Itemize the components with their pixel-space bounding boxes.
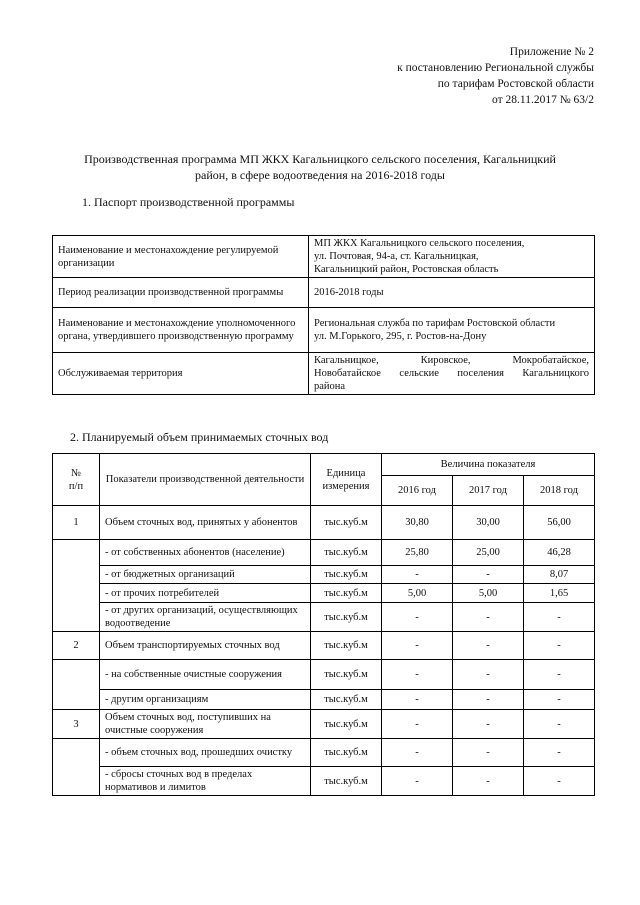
passport-table: [52, 235, 595, 395]
row-number: [53, 540, 100, 632]
section-heading-passport: 1. Паспорт производственной программы: [82, 195, 295, 209]
indicator-cell: Объем сточных вод, принятых у абонентов: [100, 506, 311, 540]
annex-line: по тарифам Ростовской области: [437, 78, 594, 90]
value-2016: 5,00: [382, 584, 453, 603]
value-2016: -: [382, 739, 453, 767]
indicator-cell: - сбросы сточных вод в пределах нормативов и лимитов: [100, 767, 311, 796]
col-header-indicator: Показатели производственной деятельности: [100, 454, 311, 506]
table-row: [53, 584, 595, 603]
value-2016: -: [382, 690, 453, 710]
value-2018: -: [524, 632, 595, 660]
value-line: Кагальницкое, Кировское, Мокробатайское,: [314, 355, 589, 366]
value-2018: -: [524, 690, 595, 710]
passport-key: Наименование и местонахождение уполномоченного органа, утвердившего производственную программу: [53, 308, 309, 353]
value-2016: 25,80: [382, 540, 453, 566]
passport-value: [309, 353, 595, 395]
volume-table: [52, 453, 595, 796]
passport-value: 2016-2018 годы: [309, 278, 595, 308]
unit-cell: тыс.куб.м: [311, 506, 382, 540]
value-2018: 56,00: [524, 506, 595, 540]
table-row: [53, 308, 595, 353]
value-2016: 30,80: [382, 506, 453, 540]
row-number: [53, 739, 100, 796]
row-number: 1: [53, 506, 100, 540]
value-2016: -: [382, 566, 453, 584]
value-2018: -: [524, 767, 595, 796]
document-title: [40, 151, 600, 183]
unit-cell: тыс.куб.м: [311, 540, 382, 566]
value-2016: -: [382, 603, 453, 632]
passport-value: [309, 308, 595, 353]
value-2017: 5,00: [453, 584, 524, 603]
value-2017: -: [453, 767, 524, 796]
value-line: МП ЖКХ Кагальницкого сельского поселения,: [314, 238, 525, 249]
indicator-cell: - на собственные очистные сооружения: [100, 660, 311, 690]
table-row: [53, 767, 595, 796]
value-line: Кагальницкий район, Ростовская область: [314, 264, 499, 275]
table-row: [53, 739, 595, 767]
table-row: [53, 353, 595, 395]
indicator-cell: - объем сточных вод, прошедших очистку: [100, 739, 311, 767]
table-row: [53, 278, 595, 308]
value-2016: -: [382, 767, 453, 796]
value-2018: -: [524, 710, 595, 739]
annex-line: от 28.11.2017 № 63/2: [492, 94, 594, 106]
value-2017: -: [453, 710, 524, 739]
value-2018: 8,07: [524, 566, 595, 584]
unit-cell: тыс.куб.м: [311, 632, 382, 660]
table-row: [53, 660, 595, 690]
table-row: [53, 603, 595, 632]
value-line: района: [314, 381, 346, 392]
row-number: 2: [53, 632, 100, 660]
value-2017: -: [453, 690, 524, 710]
passport-key: Обслуживаемая территория: [53, 353, 309, 395]
unit-cell: тыс.куб.м: [311, 710, 382, 739]
col-header-unit: Единица измерения: [311, 454, 382, 506]
indicator-cell: - от других организаций, осуществляющих водоотведение: [100, 603, 311, 632]
unit-cell: тыс.куб.м: [311, 566, 382, 584]
value-2018: -: [524, 603, 595, 632]
unit-cell: тыс.куб.м: [311, 584, 382, 603]
value-2018: -: [524, 660, 595, 690]
unit-cell: тыс.куб.м: [311, 660, 382, 690]
table-row: [53, 566, 595, 584]
table-row: [53, 506, 595, 540]
value-2016: -: [382, 710, 453, 739]
value-line: ул. М.Горького, 295, г. Ростов-на-Дону: [314, 331, 487, 342]
unit-cell: тыс.куб.м: [311, 603, 382, 632]
value-2017: -: [453, 660, 524, 690]
section-heading-volume: 2. Планируемый объем принимаемых сточных вод: [70, 430, 329, 444]
value-2018: 46,28: [524, 540, 595, 566]
value-2016: -: [382, 632, 453, 660]
value-2016: -: [382, 660, 453, 690]
value-2017: 25,00: [453, 540, 524, 566]
indicator-cell: Объем транспортируемых сточных вод: [100, 632, 311, 660]
table-row: [53, 690, 595, 710]
annex-block: [397, 44, 594, 108]
passport-key: Наименование и местонахождение регулируемой организации: [53, 236, 309, 278]
passport-key: Период реализации производственной программы: [53, 278, 309, 308]
row-number: [53, 660, 100, 710]
value-2017: -: [453, 632, 524, 660]
table-row: [53, 540, 595, 566]
unit-cell: тыс.куб.м: [311, 767, 382, 796]
annex-line: Приложение № 2: [509, 46, 594, 58]
value-2017: -: [453, 603, 524, 632]
value-2018: 1,65: [524, 584, 595, 603]
col-header-value-group: Величина показателя: [382, 454, 595, 476]
value-line: ул. Почтовая, 94-а, ст. Кагальницкая,: [314, 251, 479, 262]
volume-table-body: [53, 506, 595, 796]
table-row: [53, 632, 595, 660]
value-2017: 30,00: [453, 506, 524, 540]
table-row: [53, 710, 595, 739]
title-line: район, в сфере водоотведения на 2016-2018 годы: [195, 168, 445, 182]
value-line: Региональная служба по тарифам Ростовской области: [314, 318, 556, 329]
annex-line: к постановлению Региональной службы: [397, 62, 594, 74]
indicator-cell: - от собственных абонентов (население): [100, 540, 311, 566]
col-header-2018: 2018 год: [524, 476, 595, 506]
unit-cell: тыс.куб.м: [311, 690, 382, 710]
row-number: 3: [53, 710, 100, 739]
col-header-2017: 2017 год: [453, 476, 524, 506]
value-2017: -: [453, 566, 524, 584]
value-line: Новобатайское сельские поселения Кагальницкого: [314, 368, 589, 379]
unit-cell: тыс.куб.м: [311, 739, 382, 767]
indicator-cell: - от прочих потребителей: [100, 584, 311, 603]
title-line: Производственная программа МП ЖКХ Кагальницкого сельского поселения, Кагальницкий: [84, 152, 556, 166]
indicator-cell: Объем сточных вод, поступивших на очистные сооружения: [100, 710, 311, 739]
indicator-cell: - от бюджетных организаций: [100, 566, 311, 584]
value-2018: -: [524, 739, 595, 767]
header-row: [53, 454, 595, 476]
col-header-num: № п/п: [53, 454, 100, 506]
col-header-2016: 2016 год: [382, 476, 453, 506]
value-2017: -: [453, 739, 524, 767]
indicator-cell: - другим организациям: [100, 690, 311, 710]
passport-value: [309, 236, 595, 278]
table-row: [53, 236, 595, 278]
